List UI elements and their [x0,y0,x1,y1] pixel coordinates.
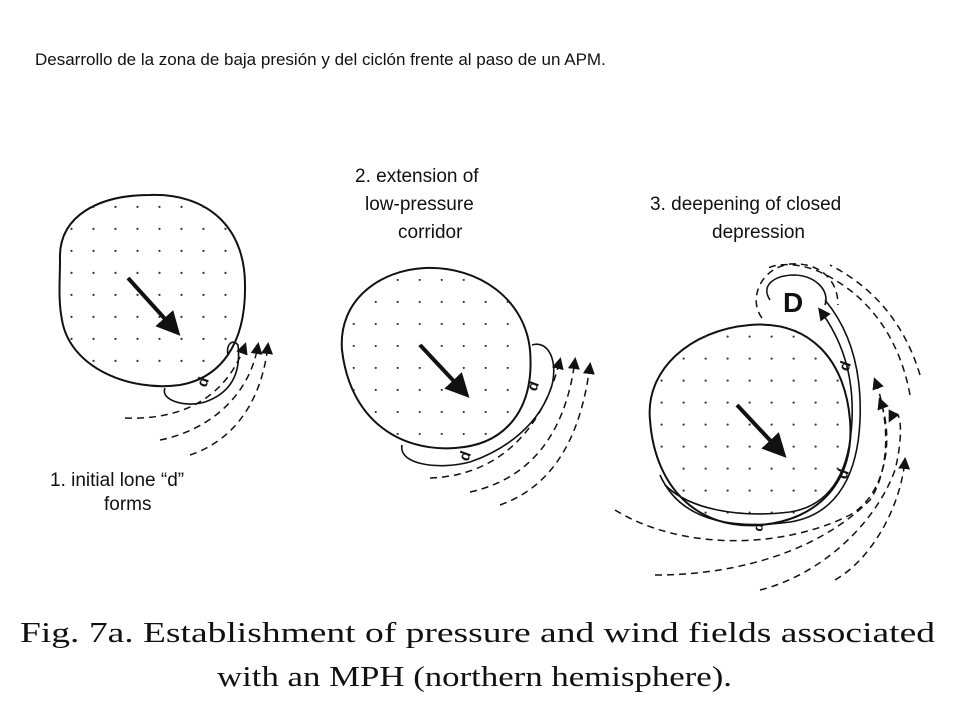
stipple-dot [463,411,465,413]
stipple-dot [92,272,94,274]
stipple-dot [793,357,795,359]
stipple-dot [397,411,399,413]
stipple-dot [815,445,817,447]
stipple-dot [837,401,839,403]
svg-text:d: d [455,448,475,464]
stipple-dot [441,345,443,347]
dot-pattern-1 [70,206,226,362]
stipple-dot [136,250,138,252]
stipple-dot [749,423,751,425]
stipple-dot [463,345,465,347]
stipple-dot [202,228,204,230]
stipple-dot [419,411,421,413]
stipple-dot [70,294,72,296]
stipple-dot [463,367,465,369]
stipple-dot [70,228,72,230]
stipple-dot [837,423,839,425]
stipple-dot [749,335,751,337]
panel-3 [615,194,920,590]
svg-text:d: d [523,378,543,394]
stipple-dot [441,301,443,303]
stipple-dot [224,338,226,340]
stipple-dot [158,206,160,208]
stipple-dot [180,206,182,208]
stipple-dot [92,316,94,318]
stipple-dot [158,360,160,362]
figure-caption [20,617,936,693]
stipple-dot [114,338,116,340]
stipple-dot [375,367,377,369]
stipple-dot [771,489,773,491]
stipple-dot [136,272,138,274]
stipple-dot [793,379,795,381]
stipple-dot [92,360,94,362]
stipple-dot [815,423,817,425]
stipple-dot [441,323,443,325]
wind-streamline-2c [500,365,590,505]
low-corridor-3-inner [665,310,852,514]
stipple-dot [683,467,685,469]
panel-1 [50,195,268,515]
stipple-dot [70,250,72,252]
stipple-dot [815,357,817,359]
stipple-dot [419,433,421,435]
stipple-dot [136,228,138,230]
stipple-dot [353,389,355,391]
stipple-dot [749,379,751,381]
stipple-dot [815,467,817,469]
anticyclone-blob-1 [60,195,246,386]
slide-title: Desarrollo de la zona de baja presión y del ciclón frente al paso de un APM. [35,50,606,69]
stipple-dot [441,433,443,435]
stipple-dot [202,206,204,208]
stipple-dot [180,250,182,252]
stipple-dot [397,279,399,281]
stipple-dot [485,411,487,413]
stipple-dot [705,423,707,425]
stipple-dot [419,367,421,369]
small-d-symbol-2a [456,449,475,463]
stipple-dot [180,294,182,296]
stipple-dot [158,272,160,274]
stipple-dot [485,323,487,325]
stipple-dot [485,433,487,435]
panel-1-label-line2: forms [104,494,152,515]
stipple-dot [683,423,685,425]
stipple-dot [815,401,817,403]
anticyclone-blob-2 [342,268,531,448]
mph-motion-arrow-1 [128,278,175,330]
stipple-dot [92,338,94,340]
stipple-dot [397,367,399,369]
stipple-dot [705,445,707,447]
stipple-dot [793,445,795,447]
stipple-dot [375,411,377,413]
stipple-dot [92,250,94,252]
stipple-dot [683,357,685,359]
stipple-dot [224,250,226,252]
stipple-dot [463,323,465,325]
stipple-dot [224,316,226,318]
stipple-dot [837,379,839,381]
wind-streamline-3e [765,265,910,395]
stipple-dot [202,360,204,362]
mph-motion-arrow-2 [420,345,464,392]
stipple-dot [727,489,729,491]
stipple-dot [419,279,421,281]
dot-pattern-3 [661,335,839,513]
stipple-dot [705,467,707,469]
stipple-dot [705,335,707,337]
stipple-dot [771,357,773,359]
stipple-dot [507,323,509,325]
stipple-dot [397,433,399,435]
stipple-dot [224,272,226,274]
stipple-dot [397,345,399,347]
stipple-dot [705,357,707,359]
stipple-dot [485,301,487,303]
stipple-dot [661,379,663,381]
stipple-dot [70,272,72,274]
wind-streamline-3f [830,265,920,375]
stipple-dot [114,294,116,296]
panel-2-label-line1: 2. extension of [355,166,479,187]
stipple-dot [180,316,182,318]
stipple-dot [793,489,795,491]
stipple-dot [92,228,94,230]
stipple-dot [114,272,116,274]
stipple-dot [705,489,707,491]
stipple-dot [727,467,729,469]
stipple-dot [419,323,421,325]
stipple-dot [727,401,729,403]
stipple-dot [158,228,160,230]
panel-1-label-line1: 1. initial lone “d” [50,470,185,491]
stipple-dot [463,433,465,435]
stipple-dot [441,389,443,391]
stipple-dot [114,360,116,362]
stipple-dot [158,294,160,296]
stipple-dot [749,357,751,359]
svg-text:D: D [783,287,804,318]
stipple-dot [815,489,817,491]
stipple-dot [397,323,399,325]
stipple-dot [683,401,685,403]
stipple-dot [136,316,138,318]
stipple-dot [485,345,487,347]
stipple-dot [92,206,94,208]
stipple-dot [353,345,355,347]
stipple-dot [793,423,795,425]
caption-line-2: with an MPH (northern hemisphere). [217,661,732,693]
stipple-dot [136,360,138,362]
mph-motion-arrow-3 [737,405,781,452]
stipple-dot [485,367,487,369]
stipple-dot [441,279,443,281]
stipple-dot [180,228,182,230]
stipple-dot [70,316,72,318]
stipple-dot [463,279,465,281]
stipple-dot [683,445,685,447]
stipple-dot [749,445,751,447]
stipple-dot [180,272,182,274]
stipple-dot [661,401,663,403]
stipple-dot [419,389,421,391]
stipple-dot [683,489,685,491]
stipple-dot [771,423,773,425]
stipple-dot [727,379,729,381]
stipple-dot [463,301,465,303]
stipple-dot [202,250,204,252]
stipple-dot [114,316,116,318]
stipple-dot [375,301,377,303]
stipple-dot [771,467,773,469]
stipple-dot [705,511,707,513]
stipple-dot [793,467,795,469]
stipple-dot [397,301,399,303]
svg-text:d: d [833,466,853,482]
stipple-dot [771,445,773,447]
stipple-dot [507,301,509,303]
stipple-dot [136,338,138,340]
stipple-dot [815,379,817,381]
svg-text:d: d [835,358,855,374]
stipple-dot [507,411,509,413]
stipple-dot [375,389,377,391]
stipple-dot [507,367,509,369]
stipple-dot [485,389,487,391]
stipple-dot [70,338,72,340]
stipple-dot [793,335,795,337]
panel-3-label-line2: depression [712,222,805,243]
big-d-symbol [783,287,803,318]
stipple-dot [749,467,751,469]
stipple-dot [793,401,795,403]
stipple-dot [114,250,116,252]
stipple-dot [158,338,160,340]
stipple-dot [749,489,751,491]
low-corridor-1 [164,342,238,404]
stipple-dot [727,445,729,447]
stipple-dot [202,338,204,340]
wind-streamline-2b [470,360,575,492]
stipple-dot [727,335,729,337]
stipple-dot [375,345,377,347]
svg-text:d: d [193,374,213,390]
caption-line-1: Fig. 7a. Establishment of pressure and wind fields associated [20,617,936,649]
stipple-dot [202,316,204,318]
stipple-dot [180,360,182,362]
stipple-dot [224,294,226,296]
stipple-dot [114,228,116,230]
stipple-dot [837,445,839,447]
stipple-dot [705,379,707,381]
stipple-dot [507,389,509,391]
wind-streamline-1b [160,345,258,440]
panel-2 [342,166,590,505]
stipple-dot [114,206,116,208]
stipple-dot [353,323,355,325]
stipple-dot [771,401,773,403]
stipple-dot [180,338,182,340]
stipple-dot [224,228,226,230]
stipple-dot [441,411,443,413]
stipple-dot [419,301,421,303]
stipple-dot [158,250,160,252]
stipple-dot [202,294,204,296]
stipple-dot [771,335,773,337]
stipple-dot [397,389,399,391]
stipple-dot [375,323,377,325]
panel-2-label-line2: low-pressure [365,194,474,215]
panel-2-label-line3: corridor [398,222,463,243]
stipple-dot [705,401,707,403]
panel-3-label-line1: 3. deepening of closed [650,194,842,215]
wind-streamline-1c [190,345,268,455]
stipple-dot [661,445,663,447]
stipple-dot [136,206,138,208]
stipple-dot [136,294,138,296]
stipple-dot [771,379,773,381]
stipple-dot [727,357,729,359]
stipple-dot [727,423,729,425]
svg-text:d: d [750,522,767,533]
stipple-dot [507,345,509,347]
stipple-dot [353,367,355,369]
stipple-dot [92,294,94,296]
stipple-dot [749,401,751,403]
stipple-dot [683,379,685,381]
stipple-dot [202,272,204,274]
stipple-dot [661,423,663,425]
